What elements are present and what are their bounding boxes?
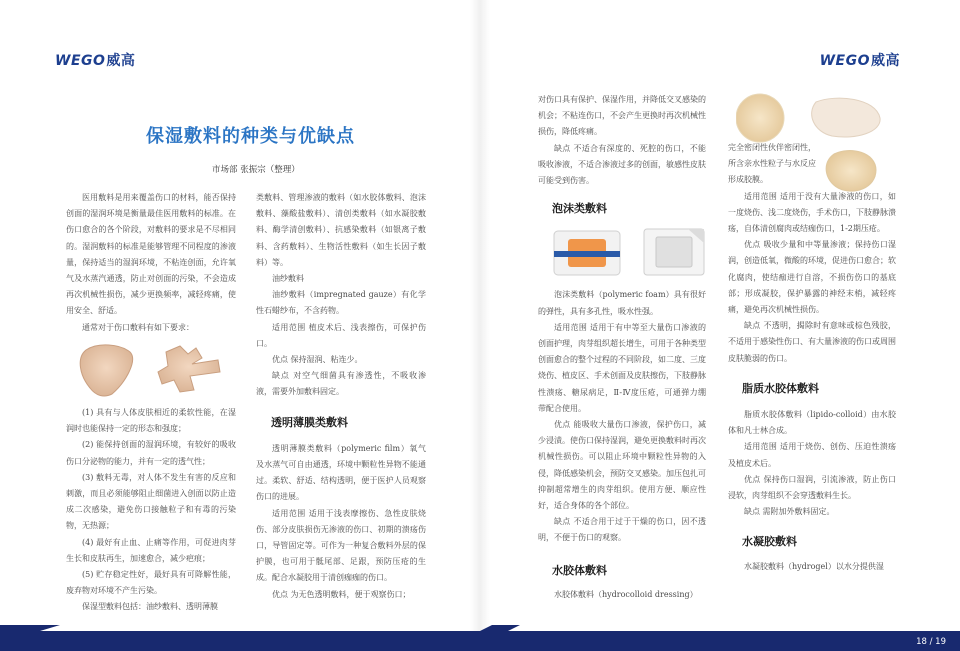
article-title: 保湿敷料的种类与优缺点	[146, 126, 355, 147]
paragraph: 缺点 不适合用于过于干燥的伤口，因不透明，不便于伤口的观察。	[538, 517, 706, 543]
paragraph: 完全密闭性伙伴密闭性，所含亲水性粒子与水反应形成胶膜。	[728, 143, 816, 185]
paragraph: 缺点 对空气细菌具有渗透性，不吸收渗液，需要外加敷料固定。	[256, 371, 426, 397]
list-item: (2) 能保持创面的湿润环境，有较好的吸收伤口分泌物的能力，并有一定的透气性；	[66, 440, 236, 466]
paragraph: 优点 为无色透明敷料，便于观察伤口；	[272, 589, 411, 599]
paragraph: 水胶体敷料（hydrocolloid dressing）	[554, 589, 698, 599]
left-column-2	[256, 190, 426, 603]
paragraph: 保湿型敷料包括：油纱敷料、透明薄膜	[82, 602, 218, 612]
paragraph: 通常对于伤口敷料有如下要求：	[82, 322, 194, 332]
paragraph: 医用敷料是用来覆盖伤口的材料，能否保持创面的湿润环境是衡量最佳医用敷料的标准。在伤口愈合的各个阶段，对敷料的要求是不尽相同的。湿润敷料的标准是能够管理不同程度的渗液量，保持适当的湿润环境，不粘连创面，允许氧气及水蒸汽通透，防止对创面的污染，不会造成再次机械性损伤，减少更换频率，减轻疼痛，使用安全、舒适。	[66, 193, 236, 316]
section-heading-film: 透明薄膜类敷料	[271, 415, 348, 429]
paragraph: 对伤口具有保护、保湿作用，并降低交叉感染的机会；不粘连伤口，不会产生更换时再次机械性损伤，降低疼痛。	[538, 95, 706, 137]
paragraph: 类敷料、管理渗液的敷料（如水胶体敷料、泡沫敷料、藻酸盐敷料）、清创类敷料（如水凝胶敷料、酶学清创敷料）、抗感染敷料（如银离子敷料、含药敷料）、生物活性敷料（如生长因子敷料）等。	[256, 193, 426, 267]
logo-text-cn: 威高	[871, 53, 900, 69]
paragraph: 适用范围 适用于没有大量渗液的伤口，如一度烧伤、浅二度烧伤，手术伤口，下肢静脉溃疡，自体清创腐肉或结痂伤口，1-2期压疮。	[728, 191, 896, 234]
subheading: 油纱敷料	[272, 274, 304, 284]
paragraph: 泡沫类敷料（polymeric foam）具有很好的弹性，具有多孔性，吸水性强。	[538, 290, 706, 316]
paragraph: 适用范围 适用于烧伤、创伤、压迫性溃疡及植皮术后。	[728, 442, 896, 468]
logo-text: WEGO	[55, 53, 106, 69]
logo-text-cn: 威高	[106, 53, 136, 69]
right-page	[480, 0, 960, 651]
paragraph: 优点 吸收少量和中等量渗液；保持伤口湿润，创造低氧，微酸的环境，促进伤口愈合；软化腐肉，使结痂进行自溶，不损伤伤口的基底部；形成凝胶，保护暴露的神经末梢，减轻疼痛，避免再次机械性损伤。	[728, 240, 896, 315]
foam-dressing-image	[538, 225, 706, 287]
paragraph: 优点 保持湿润、粘连少。	[272, 355, 363, 365]
paragraph: 适用范围 适用于有中等至大量伤口渗液的创面护理，肉芽组织超长增生，可用于各种类型创面愈合的整个过程的不同阶段，如二度、三度烧伤、植皮区、手术创面及皮肤擦伤，下肢静脉性溃疡、糖尿病足，Ⅱ-Ⅳ度压疮，可通弹力绷带配合使用。	[538, 322, 706, 413]
left-column-1-bottom	[66, 405, 236, 616]
left-column-1-top	[66, 190, 236, 336]
list-item: (1) 具有与人体皮肤相近的柔软性能，在湿润时也能保持一定的形态和强度；	[66, 408, 236, 434]
beige-foam-pads-image	[68, 338, 228, 400]
list-item: (3) 敷料无毒，对人体不发生有害的反应和刺激，而且必须能够阻止细菌进入创面以防止造成二次感染，避免伤口接触粒子和有毒的污染物，无热源；	[66, 472, 236, 531]
paragraph: 缺点 需附加外敷料固定。	[744, 507, 835, 517]
list-item: (5) 贮存稳定性好，最好具有可降解性能，废弃物对环境不产生污染。	[66, 570, 236, 596]
paragraph: 适用范围 适用于浅表摩擦伤、急性皮肤烧伤、部分皮肤损伤无渗液的伤口、初期的溃疡伤口，导管固定等。可作为一种复合敷料外层的保护膜，也可用于骶尾部、足跟，预防压疮的生成。配合水凝胶用于清创痂痂的伤口。	[256, 508, 426, 583]
logo-text: WEGO	[819, 53, 870, 69]
paragraph: 适用范围 植皮术后、浅表擦伤，可保护伤口。	[256, 322, 426, 348]
right-column-1	[538, 92, 706, 603]
right-column-2	[728, 140, 896, 575]
paragraph: 脂质水胶体敷料（lipido-colloid）由水胶体和凡士林合成。	[728, 410, 896, 436]
list-item: (4) 最好有止血、止痛等作用，可促进肉芽生长和皮肤再生，加速愈合，减少疤痕；	[66, 537, 236, 563]
paragraph: 油纱敷料（impregnated gauze）有化学性石蜡纱布，不含药物。	[256, 290, 426, 316]
article-byline: 市场部 张振宗（整理）	[212, 165, 300, 175]
footer-bar-right	[480, 631, 960, 651]
paragraph: 优点 能吸收大量伤口渗液，保护伤口，减少浸渍。使伤口保持湿润，避免更换敷料时再次机械性损伤。可以阻止环境中颗粒性异物的入侵，降低感染机会，预防交叉感染。加压包扎可抑制超常增生的肉芽组织。使用方便、顺应性好，适合身体的各个部位。	[538, 420, 706, 511]
page-gutter	[470, 0, 490, 651]
wego-logo	[55, 50, 135, 70]
paragraph: 水凝胶敷料（hydrogel）以水分提供湿	[744, 561, 884, 571]
paragraph: 缺点 不适合有深度的、死腔的伤口，不能吸收渗液，不适合渗液过多的创面，敏感性皮肤可能受到伤害。	[538, 143, 706, 186]
paragraph: 透明薄膜类敷料（polymeric film）氧气及水蒸气可自由通透，环境中颗粒性异物不能通过。柔软、舒适、结构透明，便于医护人员观察伤口的进展。	[256, 443, 426, 502]
footer-bar-left	[0, 631, 480, 651]
paragraph: 缺点 不透明，揭除时有意味或棕色残胶，不适用于感染性伤口、有大量渗液的伤口或周围皮肤脆弱的伤口。	[728, 321, 896, 363]
section-heading-lipido: 脂质水胶体敷料	[742, 381, 819, 395]
page-number: 18 / 19	[916, 637, 946, 647]
paragraph: 优点 保持伤口湿润，引流渗液，防止伤口浸软，肉芽组织不会穿透敷料生长。	[728, 474, 896, 501]
section-heading-hydrocolloid: 水胶体敷料	[552, 563, 607, 577]
section-heading-hydrogel: 水凝胶敷料	[742, 535, 797, 549]
wego-logo	[820, 50, 900, 70]
section-heading-foam: 泡沫类敷料	[552, 202, 607, 216]
